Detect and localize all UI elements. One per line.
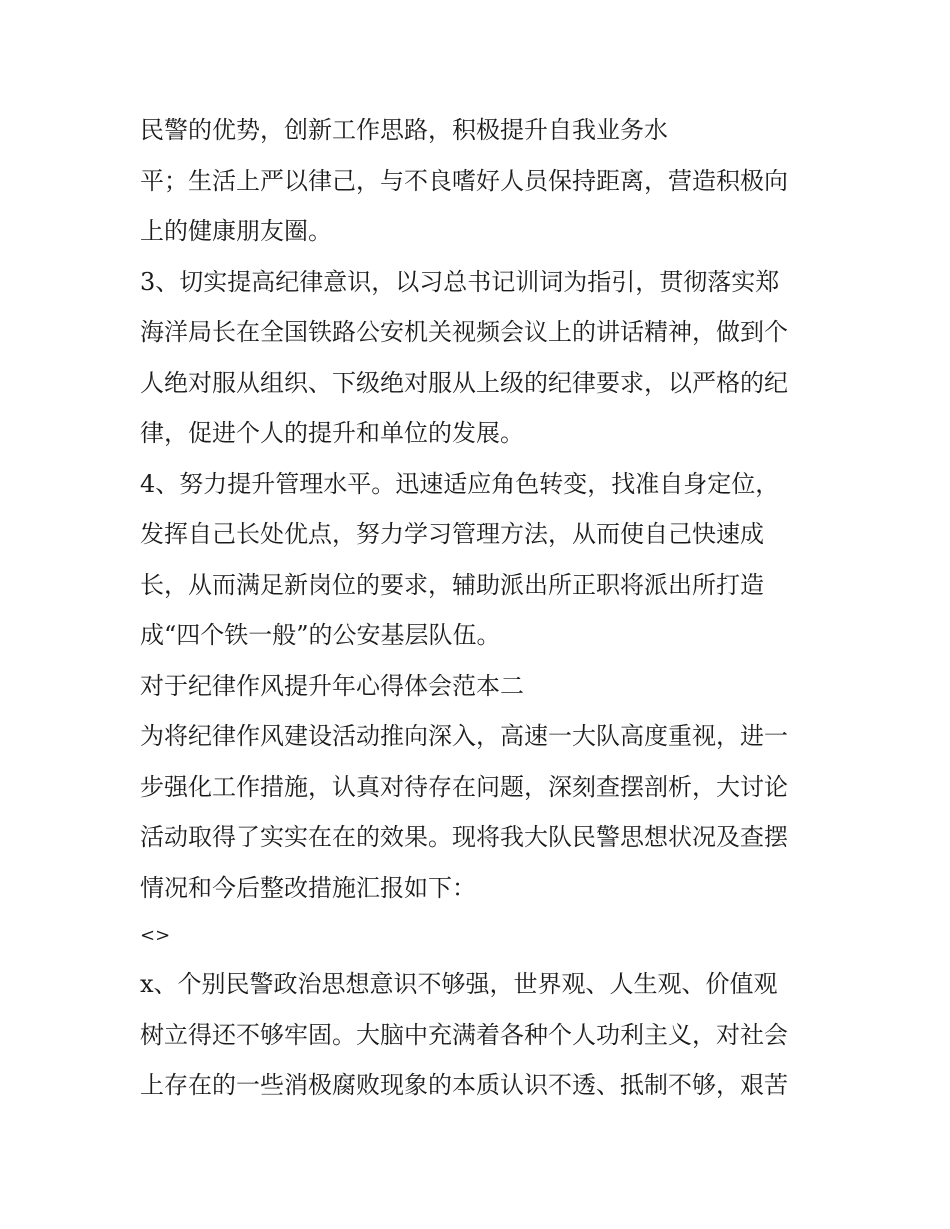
- text-line: 人绝对服从组织、下级绝对服从上级的纪律要求，以严格的纪: [140, 369, 788, 397]
- text-line: 成“四个铁一般”的公安基层队伍。: [140, 621, 501, 649]
- text-line: 上的健康朋友圈。: [140, 217, 332, 245]
- section-heading: 对于纪律作风提升年心得体会范本二: [140, 672, 524, 700]
- text-line: 树立得还不够牢固。大脑中充满着各种个人功利主义，对社会: [140, 1021, 788, 1049]
- text-line: 发挥自己长处优点，努力学习管理方法，从而使自己快速成: [140, 520, 764, 548]
- text-line: 步强化工作措施，认真对待存在问题，深刻查摆剖析，大讨论: [140, 773, 788, 801]
- text-line: 为将纪律作风建设活动推向深入，高速一大队高度重视，进一: [140, 722, 788, 750]
- text-line: 3、切实提高纪律意识，以习总书记训词为指引，贯彻落实郑: [140, 268, 780, 296]
- text-line: x、个别民警政治思想意识不够强，世界观、人生观、价值观: [140, 970, 778, 998]
- text-line: 情况和今后整改措施汇报如下：: [140, 874, 476, 902]
- text-line: 活动取得了实实在在的效果。现将我大队民警思想状况及查摆: [140, 823, 788, 851]
- placeholder-marker: <>: [140, 925, 171, 946]
- text-line: 律，促进个人的提升和单位的发展。: [140, 419, 524, 447]
- text-line: 民警的优势，创新工作思路，积极提升自我业务水: [140, 116, 668, 144]
- text-line: 长，从而满足新岗位的要求，辅助派出所正职将派出所打造: [140, 571, 764, 599]
- text-line: 4、努力提升管理水平。迅速适应角色转变，找准自身定位，: [140, 470, 780, 498]
- text-line: 上存在的一些消极腐败现象的本质认识不透、抵制不够，艰苦: [140, 1071, 788, 1099]
- text-line: 平；生活上严以律己，与不良嗜好人员保持距离，营造积极向: [140, 167, 788, 195]
- text-line: 海洋局长在全国铁路公安机关视频会议上的讲话精神，做到个: [140, 318, 788, 346]
